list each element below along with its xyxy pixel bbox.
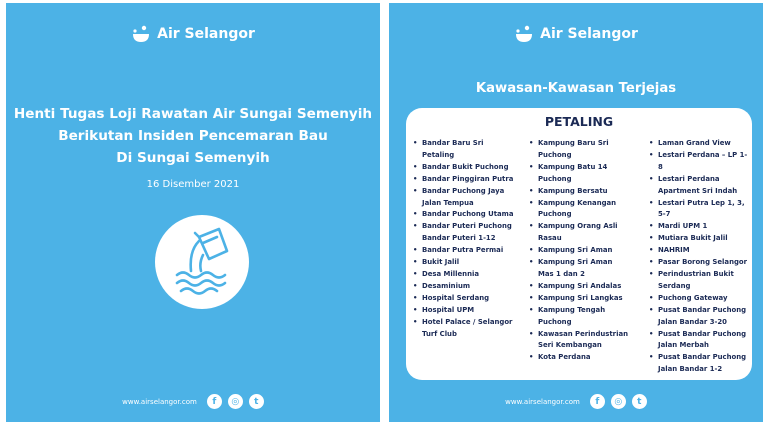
area-list-item: • Kawasan Perindustrian Seri Kembangan <box>528 329 628 353</box>
area-column <box>412 138 518 340</box>
area-list-item: • Pusat Bandar Puchong Jalan Bandar 3-20 <box>648 305 750 329</box>
district-label: PETALING <box>544 114 614 129</box>
area-list-item: • Perindustrian Bukit Serdang <box>648 269 750 293</box>
brand-name: Air Selangor <box>157 26 255 42</box>
headline-line: Di Sungai Semenyih <box>116 150 270 166</box>
area-list-item: • Desaminium <box>412 281 518 293</box>
area-list-item: • Hospital Serdang <box>412 293 518 305</box>
area-list-item: • NAHRIM <box>648 245 750 257</box>
area-list-item: • Bandar Baru Sri Petaling <box>412 138 518 162</box>
area-list-item: • Pasar Borong Selangor <box>648 257 750 269</box>
affected-areas-panel <box>389 3 763 422</box>
area-list-item: • Bandar Bukit Puchong <box>412 162 518 174</box>
area-list-item: • Kampung Batu 14 Puchong <box>528 162 628 186</box>
area-list-item: • Kota Perdana <box>528 352 628 364</box>
headline-line: Berikutan Insiden Pencemaran Bau <box>58 128 328 144</box>
area-list-item: • Puchong Gateway <box>648 293 750 305</box>
area-column <box>648 138 750 376</box>
brand-logo <box>389 25 763 43</box>
area-list-item: • Bandar Pinggiran Putra <box>412 174 518 186</box>
instagram-icon[interactable]: ◎ <box>228 394 243 409</box>
headline-line: Henti Tugas Loji Rawatan Air Sungai Semenyih <box>13 106 373 122</box>
area-list-item: • Hotel Palace / Selangor Turf Club <box>412 317 518 341</box>
website-link[interactable]: www.airselangor.com <box>122 397 197 406</box>
air-selangor-logo-icon <box>514 25 534 43</box>
air-selangor-logo-icon <box>131 25 151 43</box>
headline <box>6 103 380 169</box>
facebook-icon[interactable]: f <box>207 394 222 409</box>
twitter-icon[interactable]: t <box>249 394 264 409</box>
area-list-item: • Bukit Jalil <box>412 257 518 269</box>
footer <box>389 394 763 409</box>
instagram-icon[interactable]: ◎ <box>611 394 626 409</box>
area-list-item: • Mardi UPM 1 <box>648 221 750 233</box>
area-list-item: • Lestari Perdana – LP 1-8 <box>648 150 750 174</box>
announcement-panel <box>6 3 380 422</box>
area-list-item: • Pusat Bandar Puchong Jalan Merbah <box>648 329 750 353</box>
area-list-card <box>406 108 752 380</box>
area-list-item: • Lestari Putra Lep 1, 3, 5-7 <box>648 198 750 222</box>
area-list-item: • Bandar Putra Permai <box>412 245 518 257</box>
brand-name: Air Selangor <box>540 26 638 42</box>
date-label: 16 Disember 2021 <box>146 179 240 190</box>
area-list-item: • Pusat Bandar Puchong Jalan Bandar 1-2 <box>648 352 750 376</box>
area-list-item: • Kampung Sri Aman <box>528 245 628 257</box>
twitter-icon[interactable]: t <box>632 394 647 409</box>
facebook-icon[interactable]: f <box>590 394 605 409</box>
affected-areas-title: Kawasan-Kawasan Terjejas <box>475 81 677 96</box>
area-list-item: • Kampung Sri Aman Mas 1 dan 2 <box>528 257 628 281</box>
website-link[interactable]: www.airselangor.com <box>505 397 580 406</box>
area-list-item: • Kampung Tengah Puchong <box>528 305 628 329</box>
area-list-item: • Hospital UPM <box>412 305 518 317</box>
area-list-item: • Kampung Bersatu <box>528 186 628 198</box>
area-list-item: • Bandar Puchong Utama <box>412 209 518 221</box>
area-list-item: • Kampung Baru Sri Puchong <box>528 138 628 162</box>
area-column <box>528 138 628 364</box>
area-list-item: • Kampung Orang Asli Rasau <box>528 221 628 245</box>
area-list-item: • Bandar Puchong Jaya Jalan Tempua <box>412 186 518 210</box>
area-list-item: • Kampung Kenangan Puchong <box>528 198 628 222</box>
area-list-item: • Laman Grand View <box>648 138 750 150</box>
area-list-item: • Desa Millennia <box>412 269 518 281</box>
water-pouring-icon <box>155 215 249 309</box>
area-list-item: • Mutiara Bukit Jalil <box>648 233 750 245</box>
area-list-item: • Bandar Puteri Puchong Bandar Puteri 1-12 <box>412 221 518 245</box>
brand-logo <box>6 25 380 43</box>
area-list-item: • Lestari Perdana Apartment Sri Indah <box>648 174 750 198</box>
area-list-item: • Kampung Sri Langkas <box>528 293 628 305</box>
area-list-item: • Kampung Sri Andalas <box>528 281 628 293</box>
footer <box>6 394 380 409</box>
